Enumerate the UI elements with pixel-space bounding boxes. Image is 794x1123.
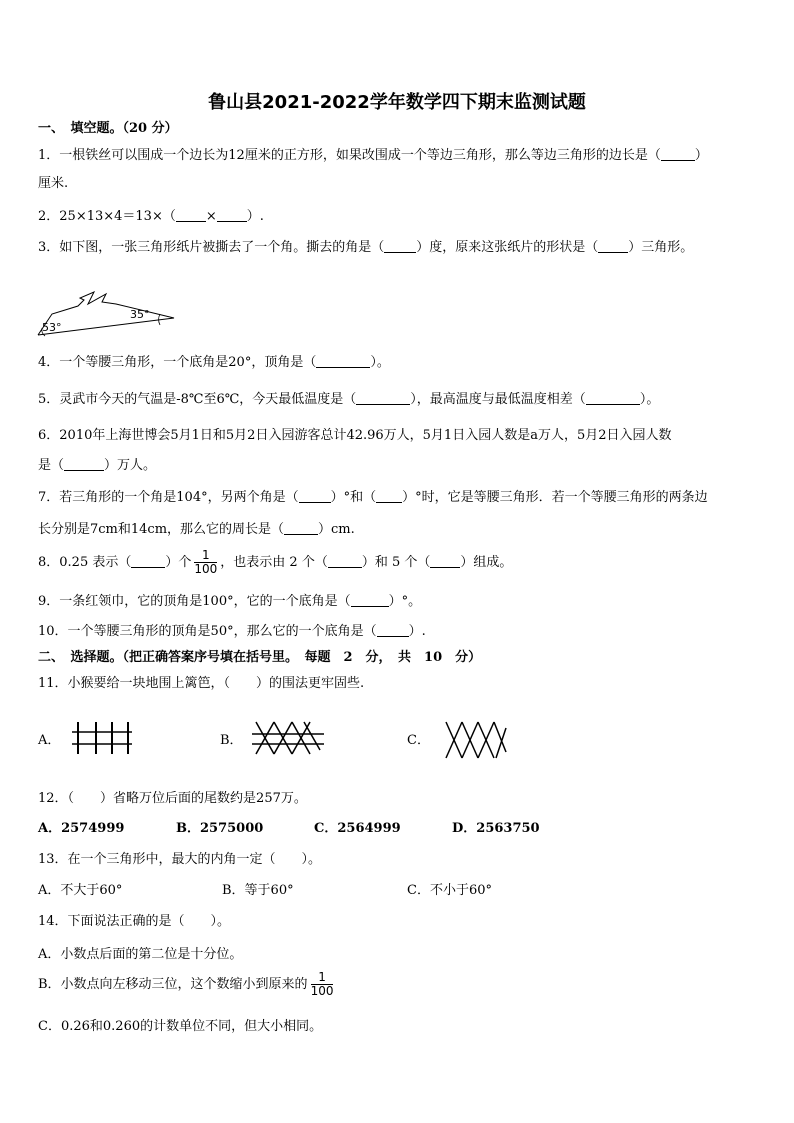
question-8: 8．0.25 表示（ ）个 $\frac{1}{100}$ ，也表示由 2 个（ ）和 5 个（ ）组成。 [38,548,513,576]
answer-blank[interactable] [299,488,331,503]
answer-blank[interactable] [598,238,628,253]
question-7-continued: 长分别是7cm和14cm，那么它的周长是（ ）cm. [38,522,355,537]
answer-blank[interactable] [131,553,165,568]
option-11-a-label: A． [38,733,61,748]
page-title: 鲁山县2021-2022学年数学四下期末监测试题 [208,92,586,113]
option-14-b[interactable]: B．小数点向左移动三位，这个数缩小到原来的 $\frac{1}{100}$ [38,970,334,998]
answer-blank[interactable] [176,207,206,222]
option-13-b[interactable]: B．等于60° [222,883,294,898]
option-12-c[interactable]: C．2564999 [314,821,401,836]
fence-grid-figure[interactable] [70,720,132,756]
option-13-a[interactable]: A．不大于60° [38,883,123,898]
question-6-continued: 是（ ）万人。 [38,458,157,473]
option-14-c[interactable]: C．0.26和0.260的计数单位不同，但大小相同。 [38,1019,323,1034]
option-14-a[interactable]: A．小数点后面的第二位是十分位。 [38,947,243,962]
answer-blank[interactable] [351,592,389,607]
answer-blank[interactable] [430,553,460,568]
torn-triangle-figure [30,280,190,340]
answer-blank[interactable] [217,207,247,222]
answer-blank[interactable] [284,520,318,535]
fence-cross-rail-figure[interactable] [252,720,324,756]
option-12-d[interactable]: D．2563750 [452,821,540,836]
section-1-heading: 一、 填空题。（20 分） [38,121,178,136]
question-10: 10．一个等腰三角形的顶角是50°，那么它的一个底角是（ ）. [38,624,426,639]
answer-blank[interactable] [376,488,402,503]
answer-blank[interactable] [328,553,362,568]
answer-blank[interactable] [316,353,370,368]
question-3: 3．如下图，一张三角形纸片被撕去了一个角。撕去的角是（ ）度，原来这张纸片的形状是（ ）三角形。 [38,240,694,255]
option-12-a[interactable]: A．2574999 [38,821,125,836]
answer-blank[interactable] [356,390,410,405]
option-11-b-label: B． [220,733,243,748]
question-11: 11．小猴要给一块地围上篱笆，（ ）的围法更牢固些. [38,676,365,691]
question-13: 13．在一个三角形中，最大的内角一定（ ）。 [38,852,322,867]
answer-blank[interactable] [661,146,695,161]
question-12: 12．（ ）省略万位后面的尾数约是257万。 [38,791,307,806]
question-4: 4．一个等腰三角形，一个底角是20°，顶角是（ ）。 [38,355,390,370]
option-12-b[interactable]: B．2575000 [176,821,264,836]
question-14: 14．下面说法正确的是（ ）。 [38,914,231,929]
answer-blank[interactable] [64,456,104,471]
answer-blank[interactable] [377,622,409,637]
answer-blank[interactable] [384,238,416,253]
fraction-one-hundredth: $\frac{1}{100}$ [310,970,334,998]
option-11-c-label: C． [407,733,430,748]
option-13-c[interactable]: C．不小于60° [407,883,492,898]
fence-cross-figure[interactable] [444,720,508,760]
section-2-heading: 二、 选择题。（把正确答案序号填在括号里。 每题 2 分， 共 10 分） [38,650,482,665]
question-1-continued: 厘米. [38,176,69,191]
question-9: 9．一条红领巾，它的顶角是100°，它的一个底角是（ ）°。 [38,594,422,609]
angle-label-53: 53° [42,321,62,334]
fraction-one-hundredth: $\frac{1}{100}$ [194,548,218,576]
angle-label-35: 35° [130,308,150,321]
question-1: 1．一根铁丝可以围成一个边长为12厘米的正方形，如果改围成一个等边三角形，那么等边三角形的边长是（ ） [38,148,708,163]
answer-blank[interactable] [586,390,640,405]
question-5: 5．灵武市今天的气温是-8℃至6℃，今天最低温度是（ ），最高温度与最低温度相差（ ）。 [38,392,660,407]
question-7: 7．若三角形的一个角是104°，另两个角是（ ）°和（ ）°时，它是等腰三角形．若一个等腰三角形的两条边 [38,490,708,505]
question-2: 2．25×13×4＝13×（ × ）. [38,209,264,224]
question-6: 6．2010年上海世博会5月1日和5月2日入园游客总计42.96万人，5月1日入园人数是a万人，5月2日入园人数 [38,428,672,443]
